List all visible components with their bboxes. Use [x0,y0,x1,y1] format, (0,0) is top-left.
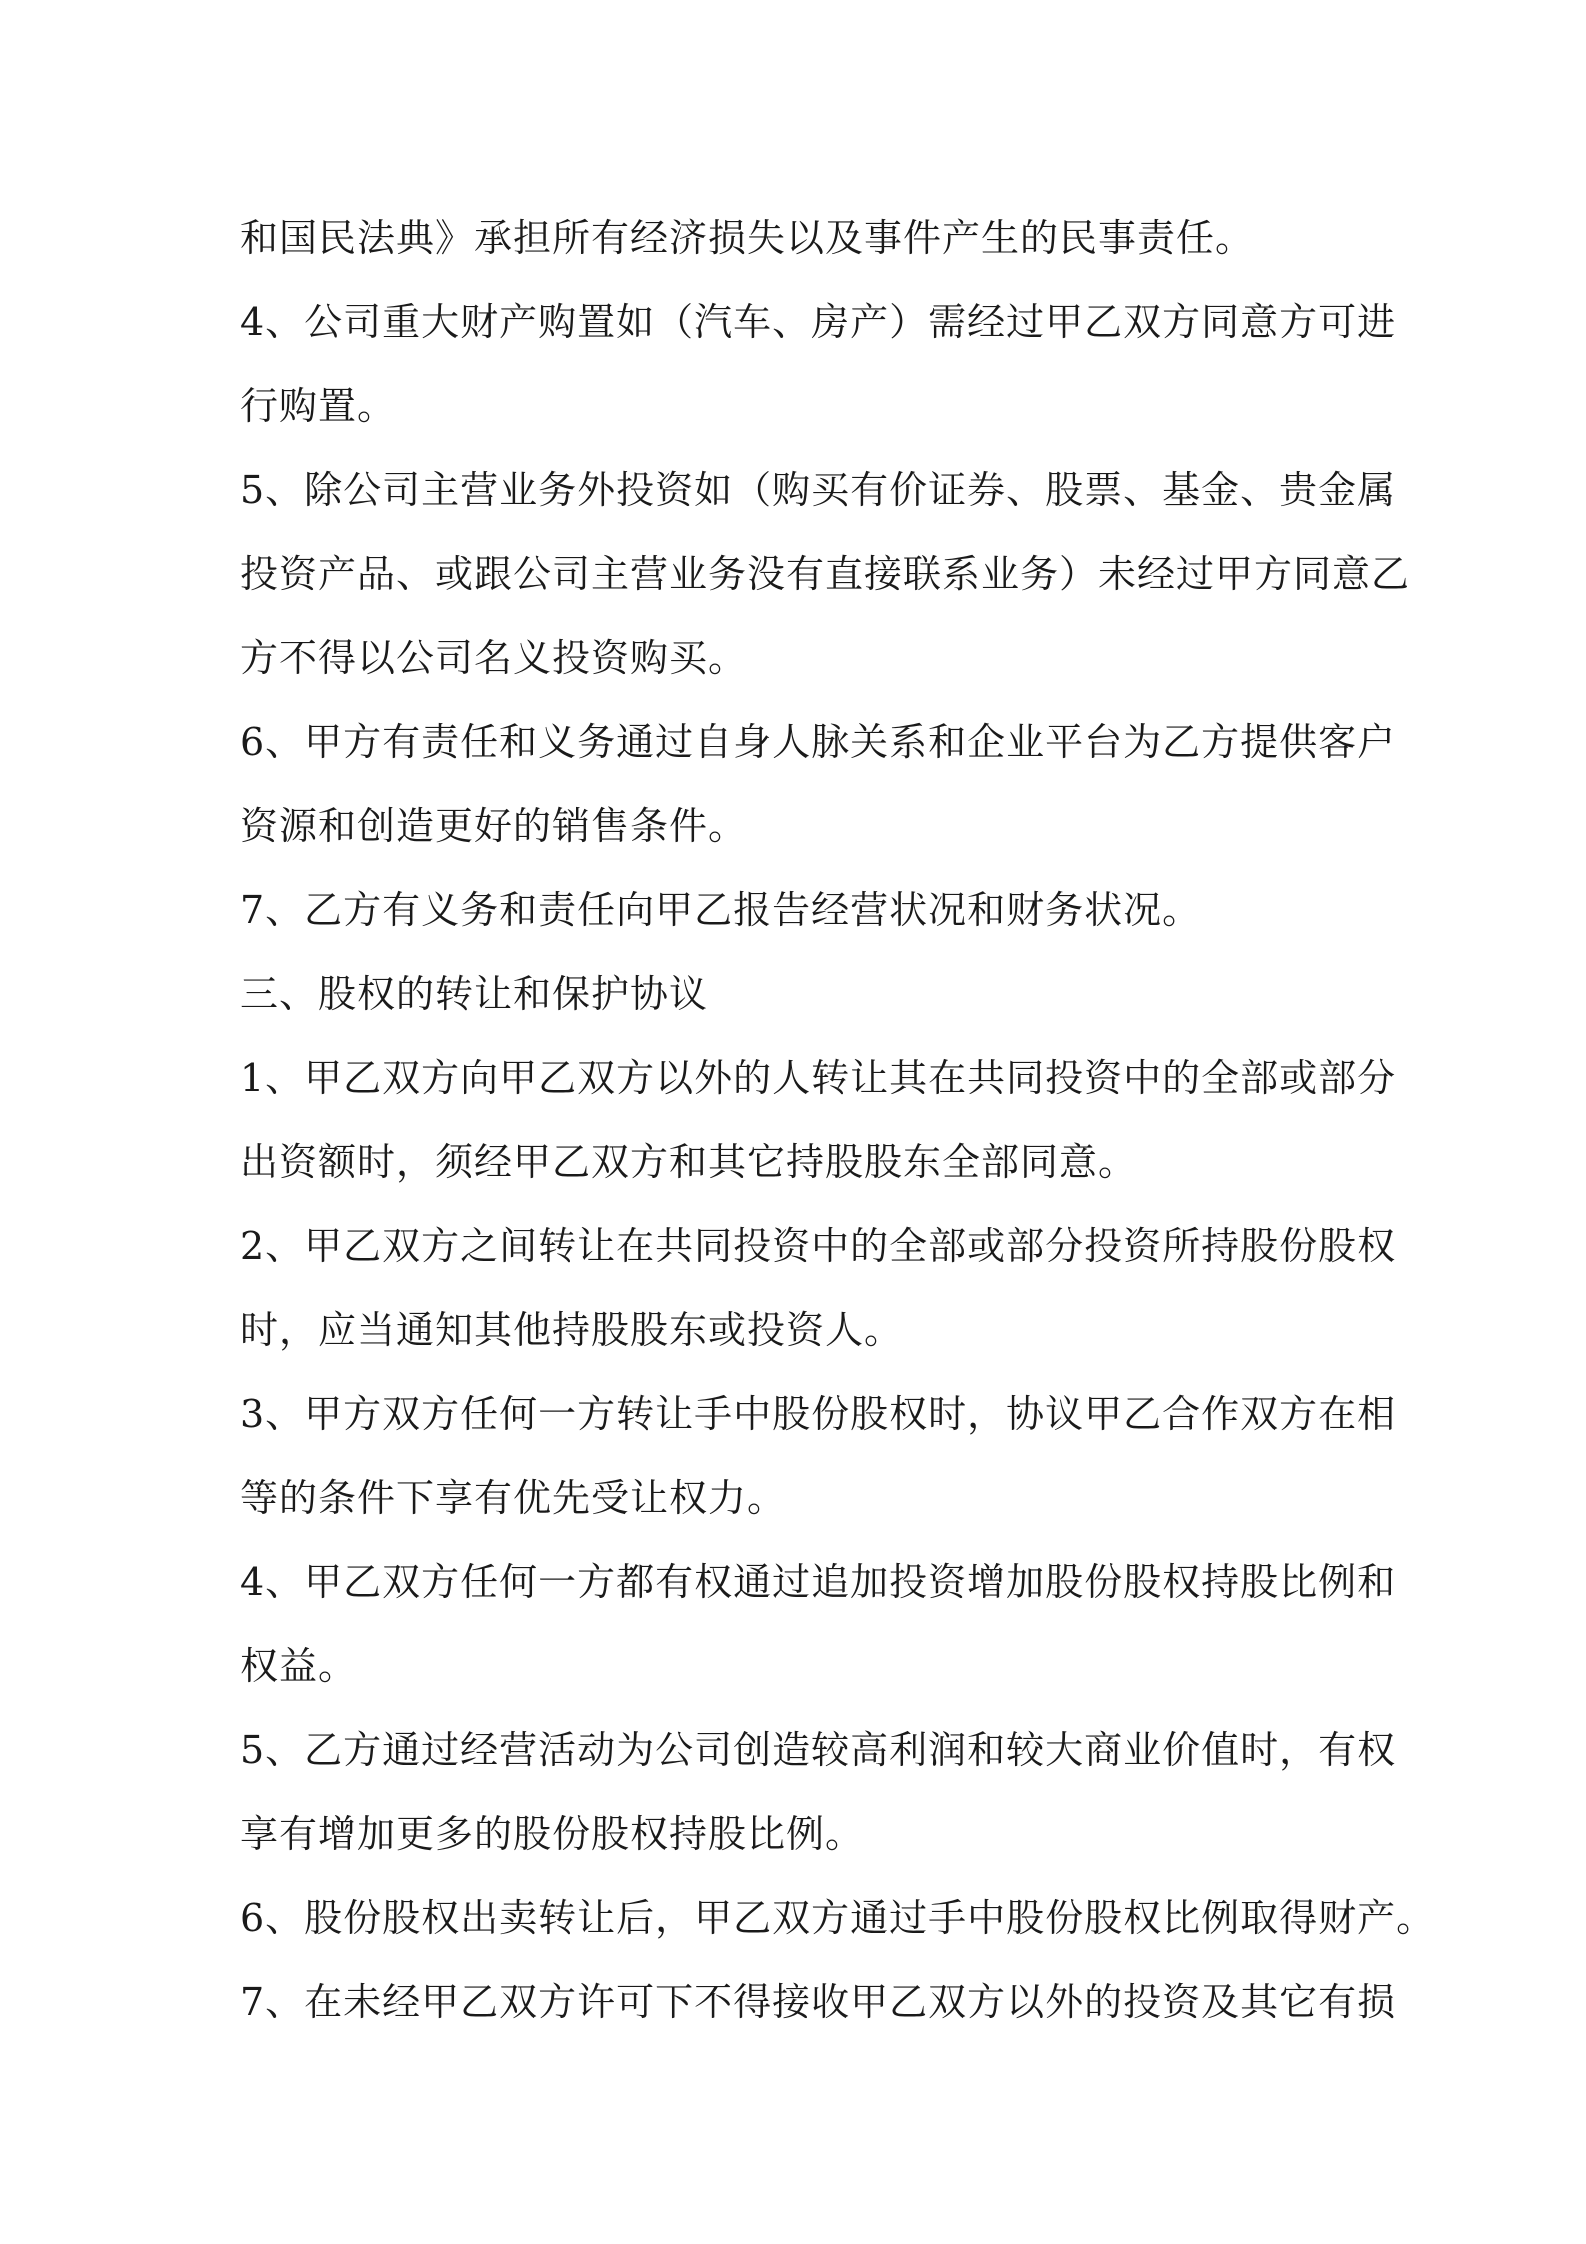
text-line: 和国民法典》承担所有经济损失以及事件产生的民事责任。 [240,216,1255,260]
document-body [240,196,1436,2044]
text-line: 7、乙方有义务和责任向甲乙报告经营状况和财务状况。 [240,888,1202,932]
text-line: 时，应当通知其他持股股东或投资人。 [240,1308,904,1352]
section-heading: 三、股权的转让和保护协议 [240,972,709,1016]
text-line: 5、乙方通过经营活动为公司创造较高利润和较大商业价值时，有权 [240,1728,1397,1772]
text-line: 5、除公司主营业务外投资如（购买有价证券、股票、基金、贵金属 [240,468,1397,512]
text-line: 资源和创造更好的销售条件。 [240,804,748,848]
text-line: 享有增加更多的股份股权持股比例。 [240,1812,865,1856]
text-line: 等的条件下享有优先受让权力。 [240,1476,787,1520]
text-line: 4、公司重大财产购置如（汽车、房产）需经过甲乙双方同意方可进 [240,300,1397,344]
text-line: 6、股份股权出卖转让后，甲乙双方通过手中股份股权比例取得财产。 [240,1896,1436,1940]
text-line: 出资额时，须经甲乙双方和其它持股股东全部同意。 [240,1140,1138,1184]
text-line: 6、甲方有责任和义务通过自身人脉关系和企业平台为乙方提供客户 [240,720,1397,764]
text-line: 4、甲乙双方任何一方都有权通过追加投资增加股份股权持股比例和 [240,1560,1397,1604]
text-line: 权益。 [240,1644,358,1688]
text-line: 2、甲乙双方之间转让在共同投资中的全部或部分投资所持股份股权 [240,1224,1397,1268]
text-line: 3、甲方双方任何一方转让手中股份股权时，协议甲乙合作双方在相 [240,1392,1397,1436]
text-line: 1、甲乙双方向甲乙双方以外的人转让其在共同投资中的全部或部分 [240,1056,1397,1100]
text-line: 行购置。 [240,384,397,428]
text-line: 7、在未经甲乙双方许可下不得接收甲乙双方以外的投资及其它有损 [240,1980,1397,2024]
text-line: 投资产品、或跟公司主营业务没有直接联系业务）未经过甲方同意乙 [240,552,1411,596]
text-line: 方不得以公司名义投资购买。 [240,636,748,680]
